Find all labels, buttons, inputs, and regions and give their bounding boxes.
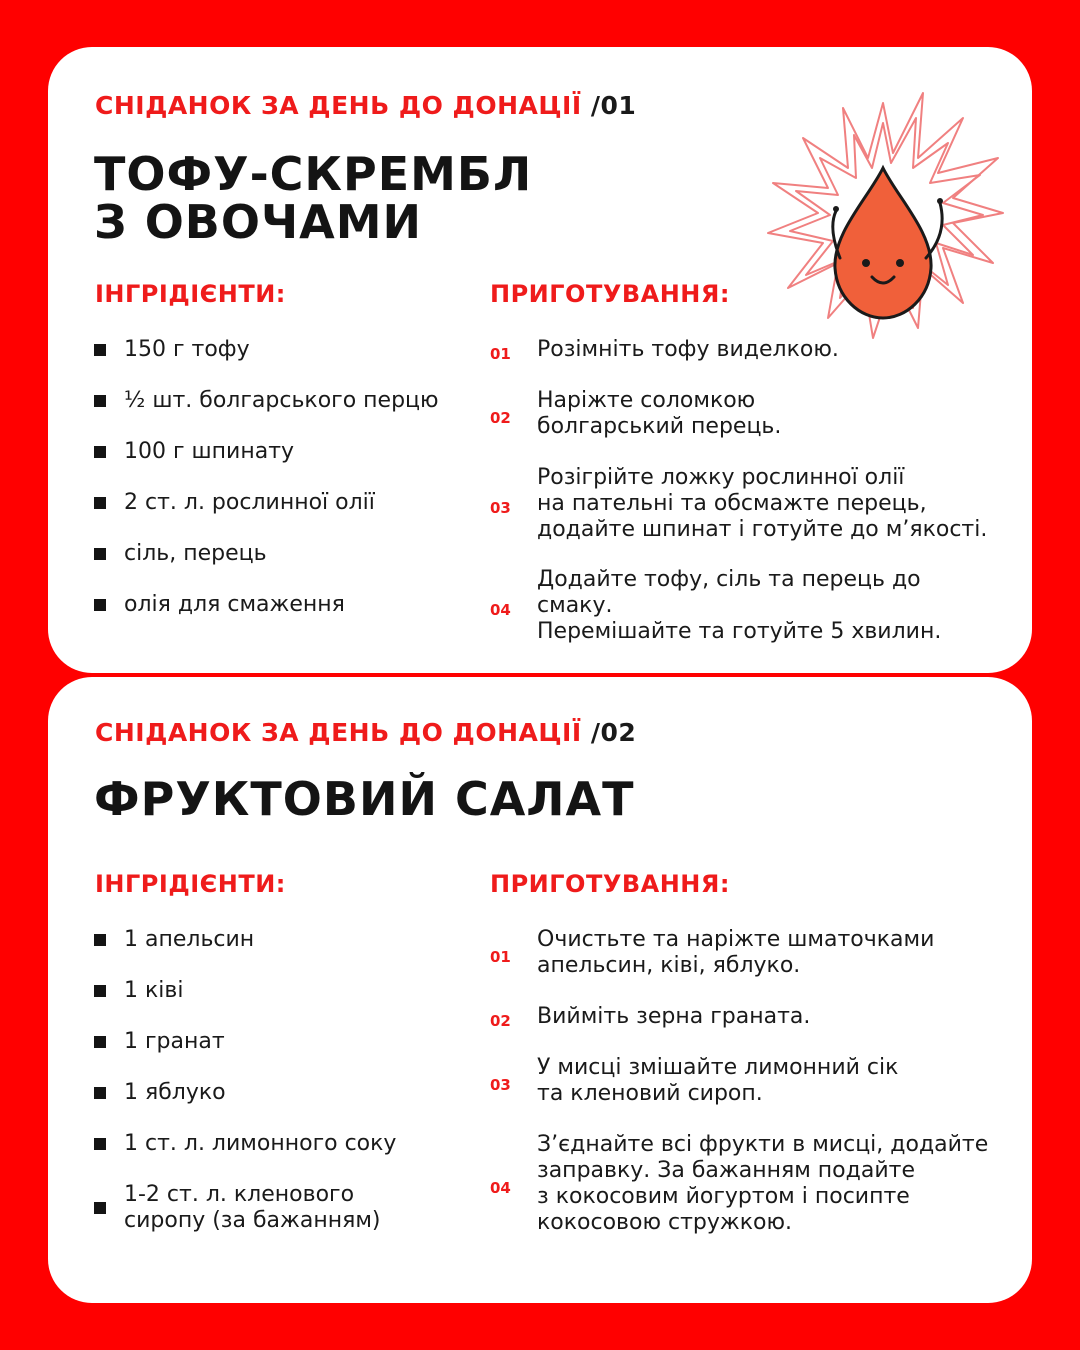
step-line: Перемішайте та готуйте 5 хвилин. — [537, 619, 942, 644]
ingredient-item — [94, 1080, 474, 1106]
ingredient-item — [94, 1182, 434, 1234]
ingredient-item — [94, 927, 474, 953]
recipe-card-2 — [48, 677, 1032, 1303]
bullet-square-icon — [94, 1087, 106, 1099]
bullet-square-icon — [94, 985, 106, 997]
ingredient-item — [94, 439, 474, 465]
bullet-square-icon — [94, 599, 106, 611]
title-line: З ОВОЧАМИ — [94, 195, 423, 249]
bullet-square-icon — [94, 1036, 106, 1048]
ingredient-item — [94, 337, 474, 363]
step-line: У мисці змішайте лимонний сік — [537, 1055, 899, 1080]
step-item — [490, 337, 990, 363]
recipe-kicker — [95, 718, 636, 747]
step-line: заправку. За бажанням подайте — [537, 1158, 915, 1183]
bullet-square-icon — [94, 344, 106, 356]
ingredient-text: 1 апельсин — [124, 927, 255, 952]
ingredient-text: 1-2 ст. л. кленового сиропу (за бажанням) — [124, 1182, 381, 1233]
step-number: 01 — [490, 948, 511, 966]
step-line: на пательні та обсмажте перець, — [537, 491, 927, 516]
ingredient-text: 1 яблуко — [124, 1080, 226, 1105]
bullet-square-icon — [94, 548, 106, 560]
step-number: 03 — [490, 499, 511, 517]
step-item — [490, 1132, 990, 1236]
recipe-number: /02 — [590, 718, 637, 747]
kicker-text: СНІДАНОК ЗА ДЕНЬ ДО ДОНАЦІЇ — [95, 91, 582, 120]
steps-heading: ПРИГОТУВАННЯ: — [490, 870, 730, 898]
kicker-text: СНІДАНОК ЗА ДЕНЬ ДО ДОНАЦІЇ — [95, 718, 582, 747]
step-number: 03 — [490, 1076, 511, 1094]
recipe-title — [94, 147, 533, 249]
ingredient-item — [94, 541, 474, 567]
blood-drop-mascot-icon — [748, 63, 1018, 353]
step-item — [490, 1055, 990, 1107]
step-number: 02 — [490, 409, 511, 427]
step-line: болгарський перець. — [537, 414, 782, 439]
step-line: Очистьте та наріжте шматочками — [537, 927, 935, 952]
step-line: Розімніть тофу виделкою. — [537, 337, 839, 362]
step-line: Наріжте соломкою — [537, 388, 756, 413]
step-number: 02 — [490, 1012, 511, 1030]
ingredient-text: 150 г тофу — [124, 337, 250, 362]
bullet-square-icon — [94, 395, 106, 407]
bullet-square-icon — [94, 934, 106, 946]
bullet-square-icon — [94, 446, 106, 458]
step-line: Розігрійте ложку рослинної олії — [537, 465, 905, 490]
ingredient-item — [94, 978, 474, 1004]
ingredient-text: ½ шт. болгарського перцю — [124, 388, 439, 413]
step-item — [490, 388, 990, 440]
step-item — [490, 465, 990, 543]
step-item — [490, 1004, 990, 1030]
bullet-square-icon — [94, 1138, 106, 1150]
bullet-square-icon — [94, 1202, 106, 1214]
title-line: ТОФУ-СКРЕМБЛ — [94, 147, 533, 201]
step-line: кокосовою стружкою. — [537, 1210, 792, 1235]
recipe-kicker — [95, 91, 636, 120]
step-number: 04 — [490, 1179, 511, 1197]
ingredients-heading: ІНГРІДІЄНТИ: — [95, 870, 286, 898]
recipe-title — [94, 772, 635, 826]
step-line: Додайте тофу, сіль та перець до смаку. — [537, 567, 921, 618]
ingredient-item — [94, 1131, 474, 1157]
step-number: 04 — [490, 601, 511, 619]
step-line: апельсин, ківі, яблуко. — [537, 953, 801, 978]
step-line: Вийміть зерна граната. — [537, 1004, 811, 1029]
ingredient-text: 1 ківі — [124, 978, 184, 1003]
ingredient-item — [94, 490, 474, 516]
title-line: ФРУКТОВИЙ САЛАТ — [94, 772, 635, 826]
step-number: 01 — [490, 345, 511, 363]
step-item — [490, 567, 990, 645]
step-item — [490, 927, 990, 979]
ingredient-text: 100 г шпинату — [124, 439, 295, 464]
ingredient-text: 1 ст. л. лимонного соку — [124, 1131, 397, 1156]
ingredient-item — [94, 592, 474, 618]
step-line: з кокосовим йогуртом і посипте — [537, 1184, 910, 1209]
step-line: додайте шпинат і готуйте до м’якості. — [537, 517, 988, 542]
recipe-card-1 — [48, 47, 1032, 673]
steps-heading: ПРИГОТУВАННЯ: — [490, 280, 730, 308]
ingredients-heading: ІНГРІДІЄНТИ: — [95, 280, 286, 308]
step-line: та кленовий сироп. — [537, 1081, 763, 1106]
ingredient-text: олія для смаження — [124, 592, 345, 617]
recipe-number: /01 — [590, 91, 637, 120]
step-line: З’єднайте всі фрукти в мисці, додайте — [537, 1132, 989, 1157]
bullet-square-icon — [94, 497, 106, 509]
ingredient-item — [94, 1029, 474, 1055]
ingredient-text: сіль, перець — [124, 541, 267, 566]
ingredient-text: 2 ст. л. рослинної олії — [124, 490, 375, 515]
ingredient-text: 1 гранат — [124, 1029, 225, 1054]
ingredient-item — [94, 388, 474, 414]
